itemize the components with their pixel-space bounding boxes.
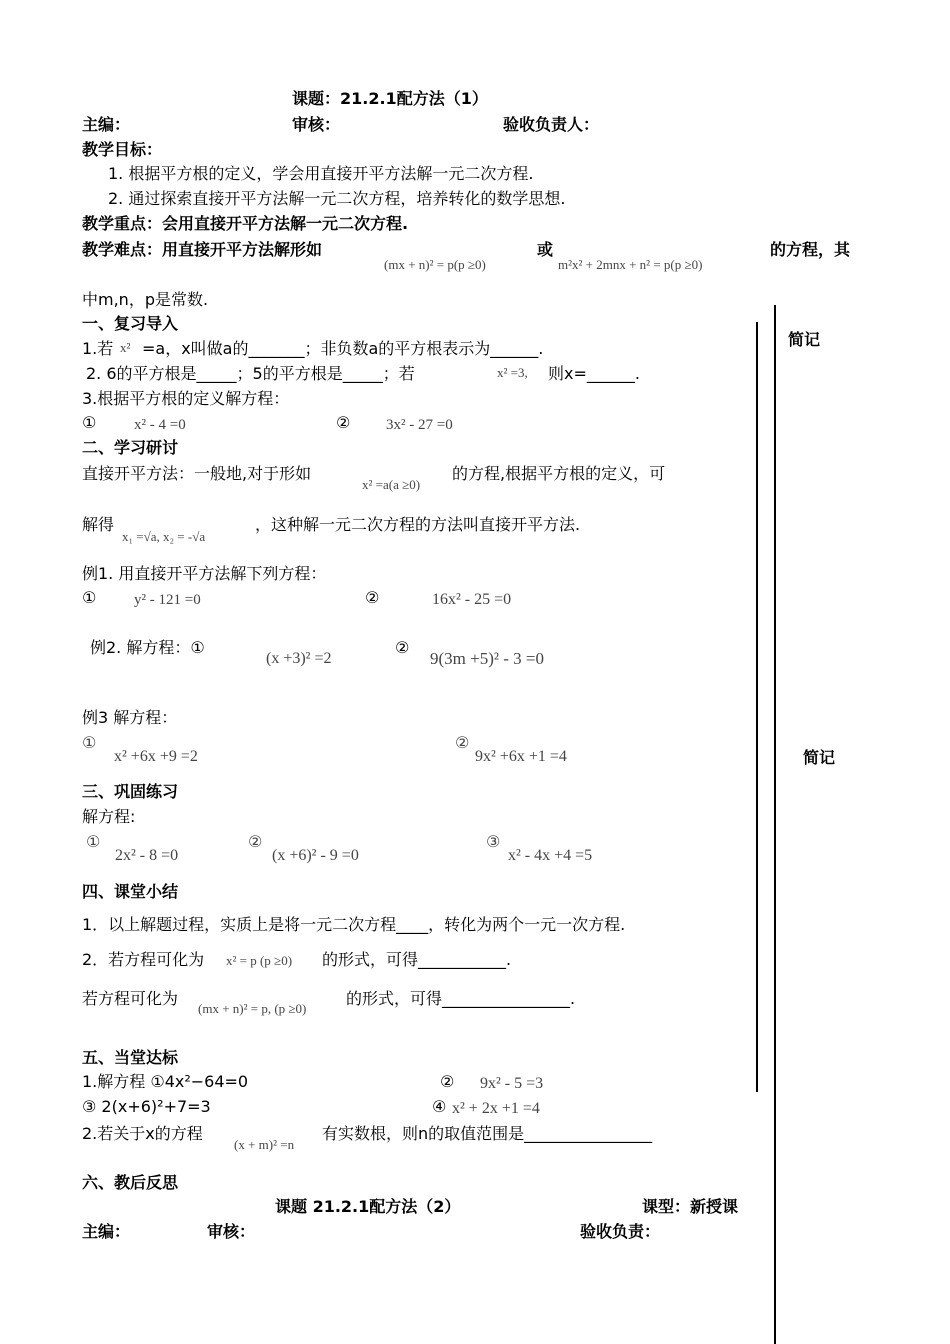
key-point: 教学重点：会用直接开平方法解一元二次方程.	[82, 214, 409, 233]
goals-label: 教学目标：	[82, 140, 163, 159]
review-q1-text: =a，x叫做a的_______；非负数a的平方根表示为______.	[142, 339, 544, 358]
lesson-2-reviewer: 审核：	[207, 1222, 256, 1241]
editor-label: 主编：	[82, 115, 131, 134]
reviewer-label: 审核：	[292, 115, 341, 134]
summary-item-3-suffix: 的形式，可得________________.	[346, 989, 576, 1008]
review-circle-2: ②	[336, 413, 351, 432]
review-circle-1: ①	[82, 413, 97, 432]
side-note-2: 简记	[803, 748, 836, 767]
example-3-circle-1: ①	[82, 733, 97, 752]
lesson-2-editor: 主编：	[82, 1222, 131, 1241]
example-1-eq-1: y² - 121 =0	[134, 592, 201, 608]
review-q2-text: 2. 6的平方根是_____；5的平方根是_____；若	[86, 364, 415, 383]
practice-eq-1: 2x² - 8 =0	[115, 847, 179, 864]
lesson-2-title: 课题 21.2.1配方法（2）	[275, 1197, 461, 1216]
difficulty-formula-2: m²x² + 2mnx + n² = p(p ≥0)	[558, 257, 703, 272]
summary-item-2-formula: x² = p (p ≥0)	[226, 953, 293, 968]
summary-item-3-formula: (mx + n)² = p, (p ≥0)	[198, 1001, 307, 1016]
review-q3: 3.根据平方根的定义解方程：	[82, 389, 290, 408]
practice-circle-2: ②	[248, 832, 263, 851]
lesson-2-acceptor: 验收负责：	[580, 1222, 661, 1241]
lesson-title: 课题：21.2.1配方法（1）	[292, 89, 488, 108]
example-3-eq-1: x² +6x +9 =2	[114, 748, 198, 765]
test-q1-eq-2: 9x² - 5 =3	[480, 1075, 544, 1092]
study-def-prefix: 直接开平方法：一般地,对于形如	[82, 464, 312, 483]
summary-item-3-prefix: 若方程可化为	[82, 989, 179, 1008]
summary-item-1: 1．以上解题过程，实质上是将一元二次方程____，转化为两个一元一次方程.	[82, 915, 626, 934]
example-2-eq-1: (x +3)² =2	[266, 650, 332, 667]
review-q2-suffix: 则x=______.	[548, 364, 640, 383]
test-q1-eq-4: x² + 2x +1 =4	[452, 1100, 540, 1117]
review-heading: 一、复习导入	[82, 314, 179, 333]
example-1-heading: 例1. 用直接开平方法解下列方程：	[82, 564, 327, 583]
example-3-circle-2: ②	[455, 733, 470, 752]
practice-circle-1: ①	[86, 832, 101, 851]
test-heading: 五、当堂达标	[82, 1048, 179, 1067]
practice-eq-3: x² - 4x +4 =5	[508, 847, 593, 864]
side-note-1: 简记	[788, 330, 821, 349]
study-def-suffix: 的方程,根据平方根的定义，可	[452, 464, 666, 483]
difficulty-suffix: 的方程，其	[770, 240, 851, 259]
goal-item-2: 2. 通过探索直接开平方法解一元二次方程，培养转化的数学思想.	[108, 189, 566, 208]
review-q2-formula: x² =3,	[497, 365, 528, 380]
example-2-heading: 例2. 解方程：①	[90, 638, 205, 657]
example-3-eq-2: 9x² +6x +1 =4	[475, 748, 567, 765]
reflection-heading: 六、教后反思	[82, 1173, 179, 1192]
study-solve-suffix: ，这种解一元二次方程的方法叫直接开平方法.	[255, 515, 581, 534]
summary-item-2-suffix: 的形式，可得___________.	[322, 950, 512, 969]
example-1-eq-2: 16x² - 25 =0	[432, 591, 512, 608]
practice-heading: 三、巩固练习	[82, 782, 179, 801]
test-q1-item-3: ③ 2(x+6)²+7=3	[82, 1097, 211, 1116]
acceptor-label: 验收负责人：	[503, 115, 600, 134]
review-q1-prefix: 1.若	[82, 339, 114, 358]
example-1-circle-2: ②	[365, 588, 380, 607]
review-eq-2: 3x² - 27 =0	[386, 417, 453, 433]
difficulty-prefix: 教学难点：用直接开平方法解形如	[82, 240, 323, 259]
margin-divider-outer	[774, 305, 776, 1344]
difficulty-formula-1: (mx + n)² = p(p ≥0)	[384, 257, 486, 272]
summary-item-2-prefix: 2．若方程可化为	[82, 950, 205, 969]
review-q1-formula: x²	[120, 340, 131, 355]
goal-item-1: 1. 根据平方根的定义，学会用直接开平方法解一元二次方程.	[108, 164, 534, 183]
study-def-formula: x² =a(a ≥0)	[362, 477, 421, 492]
practice-label: 解方程:	[82, 807, 136, 826]
test-q1-circle-2: ②	[440, 1072, 455, 1091]
difficulty-continuation: 中m,n，p是常数.	[82, 290, 209, 309]
example-3-heading: 例3 解方程：	[82, 708, 178, 727]
test-q1-circle-4: ④	[432, 1097, 447, 1116]
difficulty-or: 或	[537, 240, 554, 259]
practice-eq-2: (x +6)² - 9 =0	[272, 847, 359, 864]
review-eq-1: x² - 4 =0	[134, 417, 186, 433]
study-solve-formula: x₁ =√a, x₂ = -√a	[122, 529, 206, 544]
example-2-eq-2: 9(3m +5)² - 3 =0	[430, 649, 544, 668]
study-solve-prefix: 解得	[82, 515, 115, 534]
test-q2-suffix: 有实数根，则n的取值范围是________________	[322, 1124, 653, 1143]
test-q1: 1.解方程 ①4x²−64=0	[82, 1072, 249, 1091]
margin-divider-inner	[756, 322, 758, 1092]
test-q2-formula: (x + m)² =n	[234, 1137, 295, 1152]
summary-heading: 四、课堂小结	[82, 882, 179, 901]
test-q2-prefix: 2.若关于x的方程	[82, 1124, 203, 1143]
example-1-circle-1: ①	[82, 588, 97, 607]
practice-circle-3: ③	[486, 832, 501, 851]
study-heading: 二、学习研讨	[82, 438, 179, 457]
example-2-circle-2: ②	[395, 638, 410, 657]
lesson-2-type: 课型：新授课	[642, 1197, 739, 1216]
